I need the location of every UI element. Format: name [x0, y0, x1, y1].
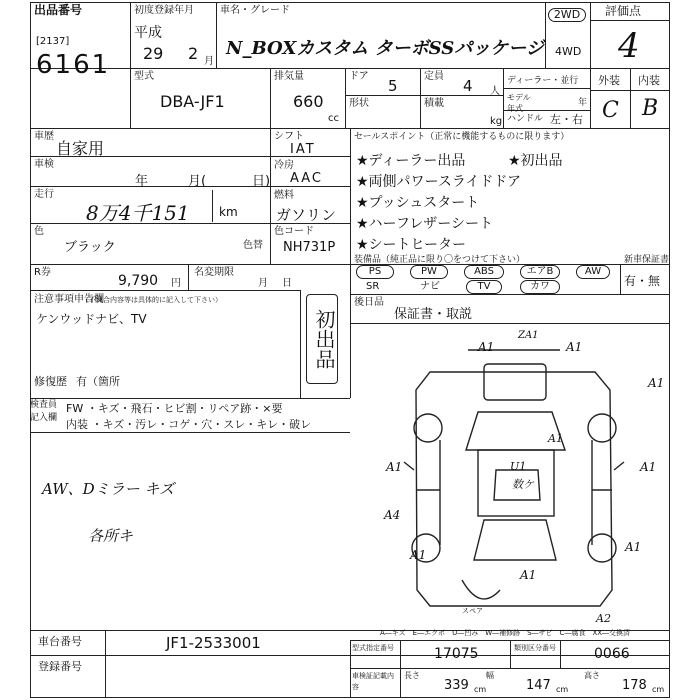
length: 339	[444, 678, 469, 693]
shift-label: シフト	[274, 131, 304, 142]
class-number-label: 類別区分番号	[514, 644, 556, 652]
options-title: 装備品（純正品に限り〇をつけて下さい）	[354, 255, 526, 265]
color: ブラック	[64, 240, 116, 255]
notes-title-note: （不具合内容等は具体的に記入して下さい）	[82, 296, 222, 304]
option-ps: PS	[356, 265, 394, 279]
interior-label: 内装	[638, 74, 660, 87]
damage-mark: A4	[384, 508, 401, 522]
aircon-label: 冷房	[274, 160, 294, 171]
option-abs: ABS	[464, 265, 504, 279]
dim-unit: cm	[652, 685, 665, 694]
width-label: 幅	[486, 671, 494, 680]
option-navi: ナビ	[420, 281, 440, 292]
doors-label: ドア	[349, 71, 369, 82]
handle-value: 左・右	[550, 113, 583, 126]
mileage-label: 走行	[34, 189, 54, 200]
repair-value: 有（箇所	[76, 375, 120, 388]
inspection-month: 月(	[188, 174, 207, 189]
reg-month: 2	[188, 44, 199, 63]
damage-mark: A1	[410, 548, 427, 562]
length-label: 長さ	[404, 671, 420, 680]
damage-mark: A1	[386, 460, 403, 474]
option-sr: SR	[366, 281, 380, 292]
damage-mark: A1	[625, 540, 642, 554]
sales-point: ★ハーフレザーシート	[356, 216, 494, 232]
damage-mark: A1	[520, 568, 537, 582]
sales-point: ★プッシュスタート	[356, 195, 480, 211]
inspection-year: 年	[135, 174, 149, 189]
exterior-grade: C	[602, 98, 619, 123]
damage-legend: A―キズ E―エクボ U―凹み W―補修跡 S―サビ C―腐食 XX―交換済	[380, 629, 631, 637]
color-label: 色	[34, 226, 44, 237]
chassis-label: 車台番号	[38, 635, 82, 648]
model-year-unit: 年	[578, 98, 588, 108]
displacement-label: 排気量	[274, 71, 304, 82]
damage-mark: A2	[596, 612, 611, 625]
first-reg-label: 初度登録年月	[134, 5, 194, 16]
capacity: 4	[463, 77, 473, 95]
lot-code: [2137]	[36, 36, 70, 47]
width: 147	[526, 678, 551, 693]
drive-4wd: 4WD	[555, 45, 582, 58]
damage-mark: 数ケ	[512, 478, 534, 491]
type-number: 17075	[434, 646, 479, 662]
usage-label: 車歴	[34, 131, 54, 142]
color-code-label: 色コード	[274, 226, 314, 237]
mileage-unit: km	[219, 205, 238, 219]
inspector-label: 記入欄	[30, 413, 58, 423]
load-unit: kg	[490, 116, 503, 127]
damage-mark: A1	[478, 340, 495, 354]
capacity-label: 定員	[424, 71, 444, 82]
damage-mark: A1	[648, 376, 665, 390]
option-tv: TV	[466, 280, 502, 294]
registration-label: 登録番号	[38, 660, 82, 673]
notes-title: 注意事項申告欄	[34, 294, 104, 305]
aircon: AAC	[290, 171, 323, 186]
month-unit: 月	[204, 56, 214, 67]
option-pw: PW	[410, 265, 448, 279]
score-label: 評価点	[605, 4, 642, 18]
inspection-row-exterior: FW ・キズ・飛石・ヒビ割・リペア跡・×要	[66, 402, 283, 415]
damage-mark: U1	[510, 460, 527, 473]
fuel-label: 燃料	[274, 190, 294, 201]
exterior-label: 外装	[598, 74, 620, 87]
dealer-label: ディーラー・並行	[507, 76, 579, 86]
drive-2wd: 2WD	[548, 8, 586, 22]
capacity-unit: 人	[490, 86, 500, 97]
warranty-label: 新車保証書	[624, 255, 670, 265]
class-number: 0066	[594, 646, 630, 662]
handwritten-note: AW、Dミラー キズ	[42, 480, 175, 498]
damage-mark: A1	[566, 340, 583, 354]
sales-point: ★ディーラー出品	[356, 153, 466, 169]
damage-mark: A1	[640, 460, 657, 474]
warranty-value: 有・無	[624, 274, 661, 288]
model-code: DBA-JF1	[160, 92, 225, 111]
option-airbag: エアB	[520, 265, 560, 279]
model-grade-label: 車名・グレード	[220, 5, 290, 16]
inspection-row-interior: 内装 ・キズ・汚レ・コゲ・穴・スレ・キレ・破レ	[66, 418, 312, 431]
option-leather: カワ	[520, 280, 560, 294]
post-label: 後日品	[354, 297, 384, 308]
interior-grade: B	[642, 96, 659, 121]
sales-points-title: セールスポイント（正常に機能するものに限ります）	[354, 132, 570, 142]
height-label: 高さ	[584, 671, 600, 680]
type-number-label: 型式指定番号	[352, 644, 394, 652]
chassis-number: JF1-2533001	[166, 634, 261, 652]
color-code: NH731P	[283, 240, 336, 255]
inspector-label: 検査員	[30, 400, 58, 410]
lot-label: 出品番号	[34, 3, 83, 17]
sales-point: ★初出品	[508, 153, 563, 169]
sales-point: ★両側パワースライドドア	[356, 174, 522, 190]
color-change-label: 色替	[243, 240, 263, 251]
load-label: 積載	[424, 98, 444, 109]
handle-label: ハンドル	[507, 114, 544, 124]
option-aw: AW	[576, 265, 610, 279]
recycle-label: R券	[34, 267, 51, 278]
doors: 5	[388, 77, 398, 95]
usage: 自家用	[56, 139, 105, 158]
model-code-label: 型式	[134, 71, 154, 82]
damage-mark: A1	[548, 432, 563, 445]
shape-label: 形状	[349, 98, 369, 109]
mileage: 8万4千151	[86, 201, 190, 225]
inspection-day: 日)	[252, 174, 271, 189]
displacement-unit: cc	[328, 113, 339, 124]
score-value: 4	[618, 26, 640, 66]
recycle-fee: 9,790	[118, 273, 159, 289]
post-value: 保証書・取説	[394, 307, 473, 322]
sales-point: ★シートヒーター	[356, 237, 466, 253]
inspection-label: 車検	[34, 159, 54, 170]
damage-mark: ZA1	[518, 330, 539, 341]
height: 178	[622, 678, 647, 693]
model-year-label: モデル年式	[507, 93, 531, 113]
repair-label: 修復歴	[34, 375, 67, 388]
name-change-label: 名変期限	[194, 267, 234, 278]
spare-label: スペア	[462, 607, 483, 615]
model-name: N_BOXカスタム ターボSSパッケージ	[226, 38, 544, 59]
dims-label: 車検証記載内容	[352, 672, 394, 691]
recycle-unit: 円	[171, 278, 181, 289]
handwritten-note: 各所キ	[88, 527, 134, 545]
name-change-unit: 月日	[258, 278, 306, 289]
era: 平成	[134, 25, 162, 41]
reg-year: 29	[143, 44, 164, 63]
dim-unit: cm	[474, 685, 487, 694]
displacement: 660	[293, 92, 324, 111]
notes-text: ケンウッドナビ、TV	[36, 312, 147, 326]
shift: IAT	[290, 142, 316, 157]
dim-unit: cm	[556, 685, 569, 694]
fuel: ガソリン	[276, 206, 337, 224]
lot-number: 6161	[36, 50, 111, 80]
first-listing-stamp: 初出品	[306, 294, 338, 384]
